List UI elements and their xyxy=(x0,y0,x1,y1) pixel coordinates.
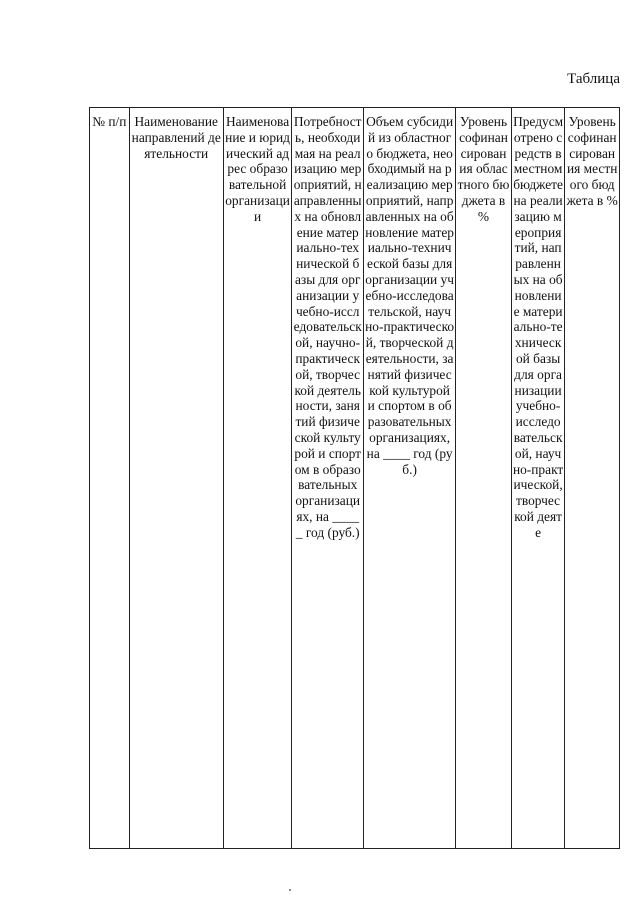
header-cell-regional-subsidy: Объем субсидий из областного бюджета, необходимый на реализацию мероприятий, направленных на обновление материально-технической базы для организации учебно-исследовательской, научно-практической, творческой деятельности, занятий физической культурой и спортом в образовательных организациях, на ____ год (руб.) xyxy=(364,108,456,849)
subsidy-table xyxy=(89,107,620,849)
table-header-row xyxy=(90,108,620,849)
header-cell-direction-name: Наименование направлений деятельности xyxy=(129,108,223,849)
header-cell-number: № п/п xyxy=(90,108,130,849)
header-cell-local-budget-funds: Предусмотрено средств в местном бюджете на реализацию мероприятий, направленных на обновление материально-технической базы для организации учебно-исследовательской, научно-практической, творческой деяте xyxy=(511,108,565,849)
scan-artifact-dot xyxy=(289,889,291,891)
header-cell-need-for-funds: Потребность, необходимая на реализацию мероприятий, направленных на обновление материально-технической базы для организации учебно-исследовательской, научно-практической, творческой деятельности, занятий физической культурой и спортом в образовательных организациях, на _____ год (руб.) xyxy=(292,108,364,849)
header-cell-regional-cofinancing: Уровень софинансирования областного бюджета в % xyxy=(456,108,512,849)
header-cell-local-cofinancing: Уровень софинансирования местного бюджета в % xyxy=(565,108,620,849)
table-caption: Таблица xyxy=(567,71,620,87)
header-cell-organization: Наименование и юридический адрес образовательной организации xyxy=(223,108,292,849)
